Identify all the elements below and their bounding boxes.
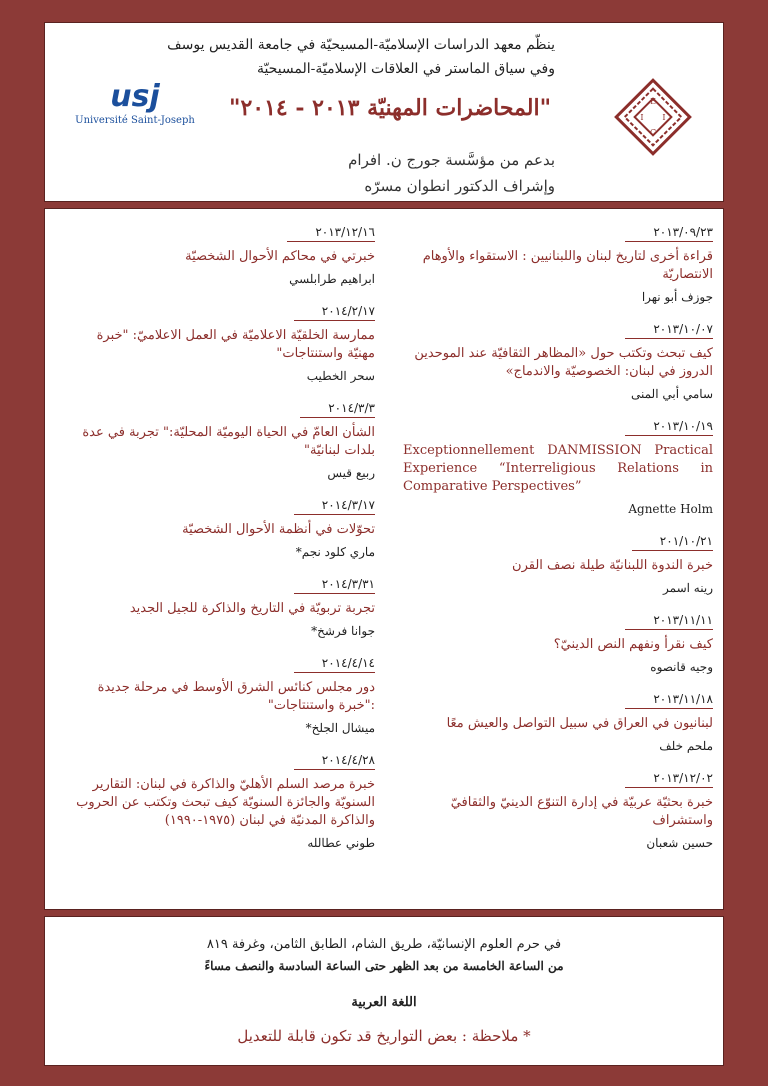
lecture-speaker: جوزف أبو نهرا <box>641 290 713 304</box>
lecture-entry <box>403 688 713 753</box>
lecture-date: ٢٠١٣/١٢/٠٢ <box>625 771 713 788</box>
lecture-speaker: سحر الخطيب <box>306 369 375 383</box>
lecture-entry <box>403 609 713 674</box>
lecture-title: خبرتي في محاكم الأحوال الشخصيّة <box>185 249 375 264</box>
lecture-title: لبنانيون في العراق في سبيل التواصل والعيش معًا <box>446 716 713 731</box>
lecture-speaker: ملحم خلف <box>659 739 713 753</box>
lecture-speaker: طوني عطالله <box>307 836 375 850</box>
lecture-date: ٢٠١٣/١١/١١ <box>625 613 713 630</box>
program-column-left <box>65 221 375 864</box>
lecture-title: خبرة مرصد السلم الأهليّ والذاكرة في لبنان: التقارير السنويّة والجائزة السنويّة كيف تبحث وتكتب عن الحروب والذاكرة المدنيّة في لبنان (١٩٧٥-١٩٩٠) <box>76 777 375 828</box>
lecture-date: ٢٠١٣/١٢/١٦ <box>287 225 375 242</box>
lecture-title: قراءة أخرى لتاريخ لبنان واللبنانيين : الاستقواء والأوهام الانتصاريّة <box>422 249 713 282</box>
lecture-date: ٢٠١٣/١٠/١٩ <box>625 419 713 436</box>
program-column-right <box>403 221 713 864</box>
lecture-date: ٢٠١٤/٢/١٧ <box>294 304 375 321</box>
lecture-title: تحوّلات في أنظمة الأحوال الشخصيّة <box>182 522 375 537</box>
usj-logo <box>75 81 195 126</box>
location-text: في حرم العلوم الإنسانيّة، طريق الشام، الطابق الثامن، وغرفة ٨١٩ <box>206 937 562 952</box>
program-panel <box>44 208 724 910</box>
lecture-entry <box>65 397 375 480</box>
lecture-speaker: سامي أبي المنى <box>631 387 713 401</box>
lecture-speaker: ماري كلود نجم* <box>295 545 375 559</box>
lecture-speaker: حسين شعبان <box>646 836 713 850</box>
lecture-speaker: ابراهيم طرابلسي <box>289 272 375 286</box>
usj-logo-icon: usj <box>110 79 160 114</box>
lecture-speaker: Agnette Holm <box>628 502 713 516</box>
lecture-date: ٢٠١٤/٤/١٤ <box>294 656 375 673</box>
lecture-date: ٢٠١/١٠/٢١ <box>632 534 713 551</box>
language-text: اللغة العربية <box>351 995 417 1010</box>
lecture-entry <box>65 652 375 735</box>
support-line: بدعم من مؤسَّسة جورج ن. افرام <box>348 151 555 169</box>
lecture-entry <box>65 494 375 559</box>
lecture-title: Exceptionnellement DANMISSION Practical Experience “Interreligious Relations in Comparative Perspectives” <box>403 443 713 494</box>
lecture-entry <box>403 767 713 850</box>
lecture-date: ٢٠١٣/١١/١٨ <box>625 692 713 709</box>
lecture-date: ٢٠١٣/٠٩/٢٣ <box>625 225 713 242</box>
lecture-entry <box>403 530 713 595</box>
lecture-title: ممارسة الخلقيّة الاعلاميّة في العمل الاعلاميّ: "خبرة مهنيّة واستنتاجات" <box>96 328 375 361</box>
usj-logo-name: Université Saint-Joseph <box>75 115 195 126</box>
lecture-date: ٢٠١٣/١٠/٠٧ <box>625 322 713 339</box>
lecture-date: ٢٠١٤/٣/٣ <box>300 401 375 418</box>
lecture-entry <box>403 415 713 516</box>
program-context-line: وفي سياق الماستر في العلاقات الإسلاميّة-المسيحيّة <box>256 61 555 77</box>
header-panel <box>44 22 724 202</box>
lecture-speaker: وجيه قانصوه <box>650 660 713 674</box>
lecture-title: تجربة تربويّة في التاريخ والذاكرة للجيل الجديد <box>129 601 375 616</box>
footer-panel <box>44 916 724 1066</box>
lecture-title: الشأن العامّ في الحياة اليوميّة المحليّة:" تجربة في عدة بلدات لبنانيّة" <box>82 425 375 458</box>
lecture-title: خبرة الندوة اللبنانيّة طيلة نصف القرن <box>512 558 713 573</box>
ieic-letter-top: E <box>650 97 656 106</box>
lecture-date: ٢٠١٤/٤/٢٨ <box>294 753 375 770</box>
lecture-speaker: ميشال الجلخ* <box>305 721 375 735</box>
ieic-letter-bottom: C <box>649 128 657 137</box>
lecture-speaker: جوانا فرشخ* <box>311 624 375 638</box>
page-title: "المحاضرات المهنيّة ٢٠١٣ - ٢٠١٤" <box>228 95 552 121</box>
lecture-entry <box>65 221 375 286</box>
lecture-title: خبرة بحثيّة عربيّة في إدارة التنوّع الدينيّ والثقافيّ واستشراف <box>450 795 713 828</box>
ieic-letter-left: I <box>640 113 644 122</box>
lecture-entry <box>65 573 375 638</box>
lecture-entry <box>403 318 713 401</box>
organizer-line: ينظّم معهد الدراسات الإسلاميّة-المسيحيّة في جامعة القديس يوسف <box>167 37 555 53</box>
lecture-entry <box>65 300 375 383</box>
lecture-title: كيف نقرأ ونفهم النص الدينيّ؟ <box>553 637 713 652</box>
lecture-title: دور مجلس كنائس الشرق الأوسط في مرحلة جديدة :"خبرة واستنتاجات" <box>97 680 375 713</box>
ieic-letter-right: I <box>662 113 666 122</box>
lecture-title: كيف تبحث وتكتب حول «المظاهر الثقافيّة عند الموحدين الدروز في لبنان: الخصوصيّة والاندماج» <box>414 346 713 379</box>
lecture-speaker: رينه اسمر <box>663 581 713 595</box>
supervision-line: وإشراف الدكتور انطوان مسرّه <box>364 177 555 195</box>
lecture-date: ٢٠١٤/٣/١٧ <box>294 498 375 515</box>
lecture-entry <box>403 221 713 304</box>
lecture-date: ٢٠١٤/٣/٣١ <box>294 577 375 594</box>
note-text: * ملاحظة : بعض التواريخ قد تكون قابلة للتعديل <box>237 1027 531 1045</box>
lecture-speaker: ربيع قيس <box>327 466 375 480</box>
lecture-entry <box>65 749 375 850</box>
ieic-logo-icon <box>613 77 693 157</box>
time-text: من الساعة الخامسة من بعد الظهر حتى الساعة السادسة والنصف مساءً <box>204 959 564 973</box>
